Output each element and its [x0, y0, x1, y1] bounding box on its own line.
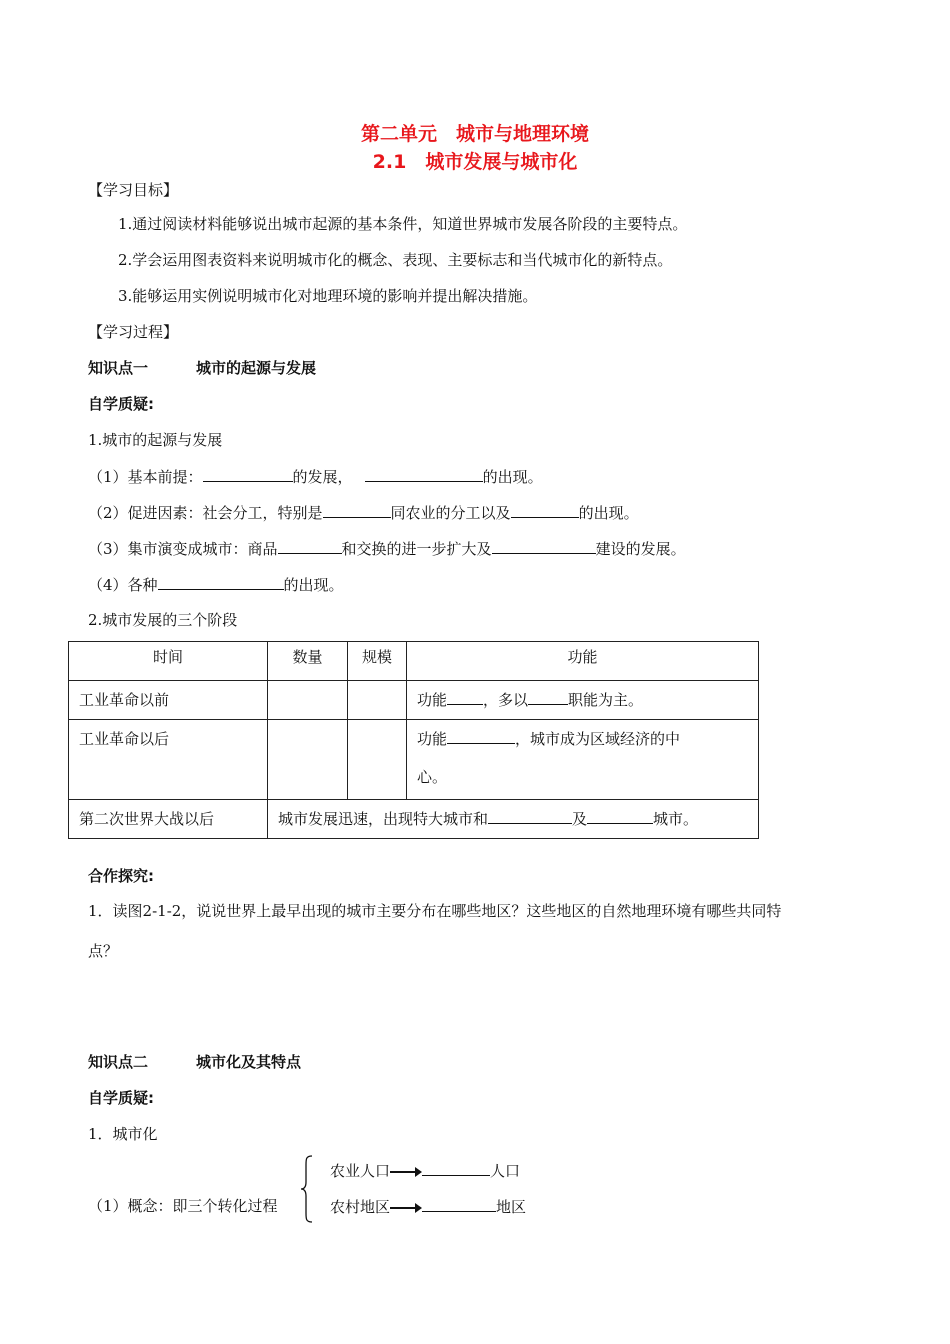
cell-time: 工业革命以后	[69, 720, 268, 800]
text: 心。	[417, 768, 448, 786]
text: 的出现。	[482, 468, 543, 486]
text: 建设的发展。	[595, 540, 686, 558]
text: 城市。	[653, 810, 699, 828]
city-stages-table	[68, 641, 759, 839]
text: 的出现。	[578, 504, 639, 522]
text: （2）促进因素：社会分工，特别是	[88, 504, 323, 522]
kp1-heading-title: 城市的起源与发展	[196, 359, 317, 377]
col-header-time: 时间	[69, 642, 268, 681]
fill-blank[interactable]	[158, 574, 284, 590]
cell-time: 第二次世界大战以后	[69, 800, 268, 839]
text: 同农业的分工以及	[390, 504, 511, 522]
text: 职能为主。	[568, 691, 644, 709]
col-header-scale: 规模	[348, 642, 407, 681]
text: 人口	[490, 1162, 521, 1180]
text: ，城市成为区域经济的中	[515, 730, 681, 748]
fill-blank[interactable]	[528, 689, 568, 705]
objective-item: 1.通过阅读材料能够说出城市起源的基本条件，知道世界城市发展各阶段的主要特点。	[118, 215, 688, 233]
section-title: 2.1 城市发展与城市化	[372, 151, 578, 173]
kp1-q1-1	[88, 466, 543, 487]
text: 地区	[496, 1198, 527, 1216]
cell-count[interactable]	[268, 720, 348, 800]
cell-function	[407, 681, 759, 720]
col-header-count: 数量	[268, 642, 348, 681]
cell-scale[interactable]	[348, 681, 407, 720]
fill-blank[interactable]	[323, 502, 391, 518]
text: （4）各种	[88, 576, 158, 594]
process-heading: 【学习过程】	[88, 323, 179, 341]
kp1-q2-title: 2.城市发展的三个阶段	[88, 611, 238, 629]
objective-item: 2.学会运用图表资料来说明城市化的概念、表现、主要标志和当代城市化的新特点。	[118, 251, 673, 269]
kp2-concept-label: （1）概念：即三个转化过程	[88, 1197, 278, 1215]
fill-blank[interactable]	[203, 466, 293, 482]
text: 的出现。	[283, 576, 344, 594]
table-row	[69, 681, 759, 720]
unit-title: 第二单元 城市与地理环境	[360, 123, 589, 145]
fill-blank[interactable]	[492, 538, 596, 554]
text: 功能	[417, 691, 448, 709]
fill-blank[interactable]	[422, 1196, 496, 1212]
table-header-row	[69, 642, 759, 681]
table-row	[69, 800, 759, 839]
objective-item: 3.能够运用实例说明城市化对地理环境的影响并提出解决措施。	[118, 287, 538, 305]
kp1-coop-heading: 合作探究:	[88, 867, 154, 885]
cell-time: 工业革命以前	[69, 681, 268, 720]
transform-row-1	[330, 1160, 520, 1181]
text: 及	[572, 810, 588, 828]
fill-blank[interactable]	[365, 466, 483, 482]
kp2-self-study: 自学质疑:	[88, 1089, 154, 1107]
text: 和交换的进一步扩大及	[341, 540, 492, 558]
table-row	[69, 720, 759, 800]
left-brace-icon	[300, 1155, 314, 1223]
cell-description	[268, 800, 759, 839]
text: 农村地区	[330, 1198, 391, 1216]
text: （3）集市演变成城市：商品	[88, 540, 278, 558]
kp1-q1-2	[88, 502, 639, 523]
kp1-coop-q1-line2: 点？	[88, 942, 119, 960]
objectives-heading: 【学习目标】	[88, 181, 179, 199]
arrow-right-icon	[390, 1207, 416, 1209]
text: 功能	[417, 730, 448, 748]
cell-scale[interactable]	[348, 720, 407, 800]
kp1-heading-label: 知识点一	[88, 359, 149, 377]
text: 城市发展迅速，出现特大城市和	[278, 810, 489, 828]
fill-blank[interactable]	[511, 502, 579, 518]
kp1-q1-4	[88, 574, 344, 595]
kp2-heading-label: 知识点二	[88, 1053, 149, 1071]
text: 的发展，	[292, 468, 353, 486]
fill-blank[interactable]	[488, 808, 572, 824]
col-header-function: 功能	[407, 642, 759, 681]
kp2-heading-title: 城市化及其特点	[196, 1053, 302, 1071]
fill-blank[interactable]	[422, 1160, 490, 1176]
cell-count[interactable]	[268, 681, 348, 720]
kp2-q1-title: 1．城市化	[88, 1125, 158, 1143]
fill-blank[interactable]	[587, 808, 653, 824]
text: ，多以	[483, 691, 529, 709]
kp1-q1-3	[88, 538, 686, 559]
cell-function	[407, 720, 759, 800]
transform-row-2	[330, 1196, 526, 1217]
text: （1）基本前提：	[88, 468, 203, 486]
arrow-right-icon	[390, 1171, 416, 1173]
fill-blank[interactable]	[447, 728, 515, 744]
fill-blank[interactable]	[278, 538, 342, 554]
kp1-coop-q1-line1: 1．读图2-1-2，说说世界上最早出现的城市主要分布在哪些地区？这些地区的自然地理环境有哪些共同特	[88, 902, 782, 920]
kp1-self-study: 自学质疑:	[88, 395, 154, 413]
fill-blank[interactable]	[447, 689, 483, 705]
kp1-q1-title: 1.城市的起源与发展	[88, 431, 223, 449]
text: 农业人口	[330, 1162, 391, 1180]
